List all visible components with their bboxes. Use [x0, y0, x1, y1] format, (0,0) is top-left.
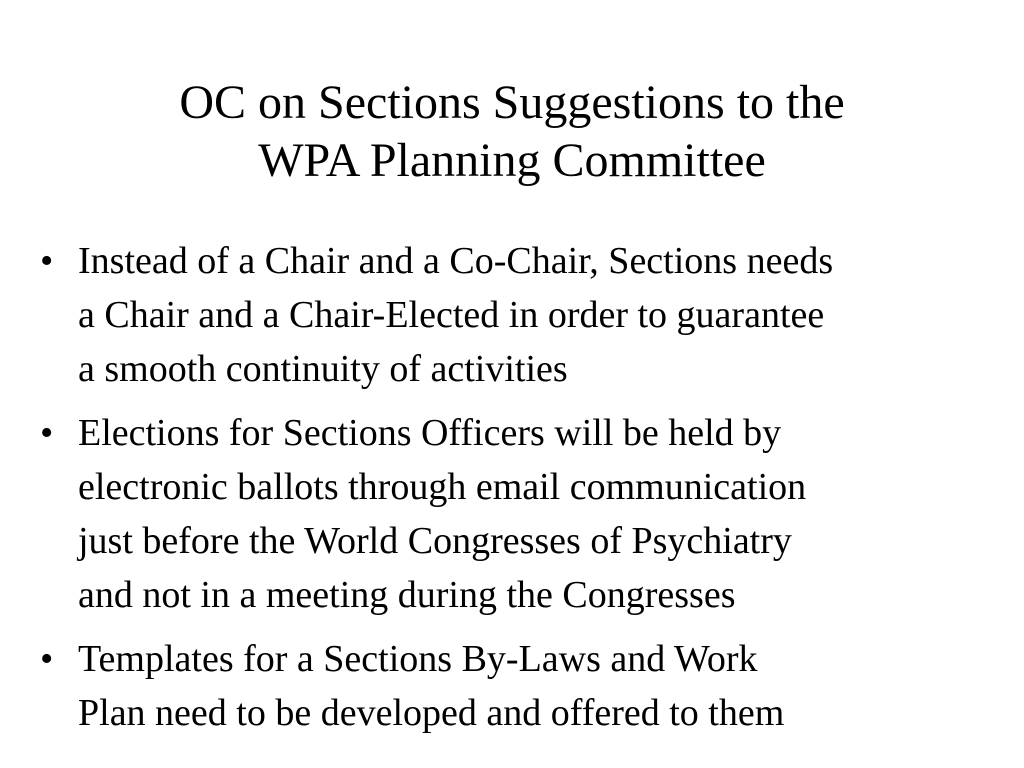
bullet-item-3 [36, 632, 1006, 740]
bullet-dot-icon: • [40, 240, 54, 282]
bullet-2-line-3: just before the World Congresses of Psychiatry [78, 520, 792, 562]
title-line-2: WPA Planning Committee [258, 134, 766, 187]
bullet-1-line-3: a smooth continuity of activities [78, 348, 568, 390]
title-line-1: OC on Sections Suggestions to the [179, 76, 845, 129]
slide-title [0, 74, 1024, 190]
bullet-text-2 [78, 406, 1006, 622]
bullet-1-line-1: Instead of a Chair and a Co-Chair, Sections needs [78, 240, 834, 282]
bullet-dot-icon: • [40, 412, 54, 454]
bullet-text-3 [78, 632, 1006, 740]
bullet-2-line-4: and not in a meeting during the Congresses [78, 574, 736, 616]
bullet-2-line-2: electronic ballots through email communication [78, 466, 807, 508]
bullet-text-1 [78, 234, 1006, 396]
bullet-1-line-2: a Chair and a Chair-Elected in order to guarantee [78, 294, 825, 336]
bullet-list [36, 234, 1006, 750]
bullet-2-line-1: Elections for Sections Officers will be held by [78, 412, 782, 454]
bullet-dot-icon: • [40, 638, 54, 680]
bullet-item-2 [36, 406, 1006, 622]
bullet-3-line-1: Templates for a Sections By-Laws and Work [78, 638, 758, 680]
bullet-item-1 [36, 234, 1006, 396]
bullet-3-line-2: Plan need to be developed and offered to them [78, 692, 785, 734]
